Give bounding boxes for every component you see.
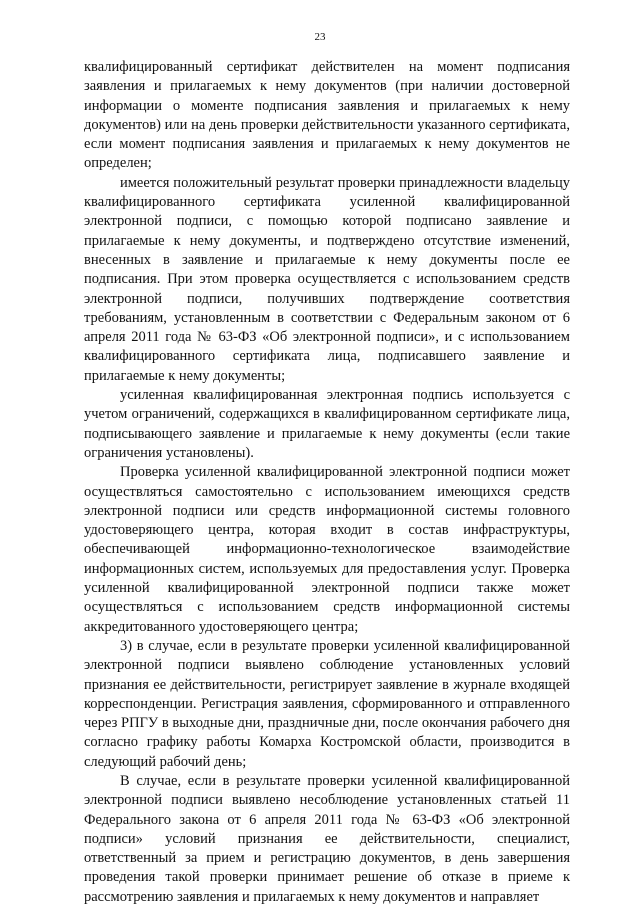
paragraph-verification-means: Проверка усиленной квалифицированной электронной подписи может осуществляться самостоятельно с использованием имеющихся средств электронной подписи или средств информационной системы головного удостоверяющего центра, которая входит в состав инфраструктуры, обеспечивающей информационно-технологическое взаимодействие информационных систем, используемых для предоставления услуг. Проверка усиленной квалифицированной электронной подписи также может осуществляться с использованием средств информационной системы аккредитованного удостоверяющего центра; [84, 464, 570, 635]
paragraph-refusal: В случае, если в результате проверки усиленной квалифицированной электронной подписи выявлено несоблюдение установленных статьей 11 Федерального закона от 6 апреля 2011 года № 63-ФЗ «Об электронной подписи» условий признания ее действительности, специалист, ответственный за прием и регистрацию документов, в день завершения проведения такой проверки принимает решение об отказе в приеме к рассмотрению заявления и прилагаемых к нему документов и направляет [84, 772, 570, 905]
paragraph-item-3: 3) в случае, если в результате проверки усиленной квалифицированной электронной подписи выявлено соблюдение установленных условий признания ее действительности, регистрирует заявление в журнале входящей корреспонденции. Регистрация заявления, сформированного и отправленного через РПГУ в выходные дни, праздничные дни, после окончания рабочего дня согласно графику работы Комарха Костромской области, производится в следующий рабочий день; [84, 637, 570, 770]
paragraph-restrictions: усиленная квалифицированная электронная подпись используется с учетом ограничений, содержащихся в квалифицированном сертификате лица, подписывающего заявление и прилагаемые к нему документы (если такие ограничения установлены). [84, 387, 570, 461]
page-number: 23 [314, 31, 326, 43]
document-body [84, 58, 570, 907]
paragraph-signature-check: имеется положительный результат проверки принадлежности владельцу квалифицированного сертификата усиленной квалифицированной электронной подписи, с помощью которой подписано заявление и прилагаемые к нему документы, и подтверждено отсутствие изменений, внесенных в заявление и прилагаемые к нему документы после ее подписания. При этом проверка осуществляется с использованием средств электронной подписи, получивших подтверждение соответствия требованиям, установленным в соответствии с Федеральным законом от 6 апреля 2011 года № 63-ФЗ «Об электронной подписи», и с использованием квалифицированного сертификата лица, подписавшего заявление и прилагаемые к нему документы; [84, 174, 570, 384]
paragraph-continuation: квалифицированный сертификат действителен на момент подписания заявления и прилагаемых к нему документов (при наличии достоверной информации о моменте подписания заявления и прилагаемых к нему документов) или на день проверки действительности указанного сертификата, если момент подписания заявления и прилагаемых к нему документов не определен; [84, 59, 570, 172]
